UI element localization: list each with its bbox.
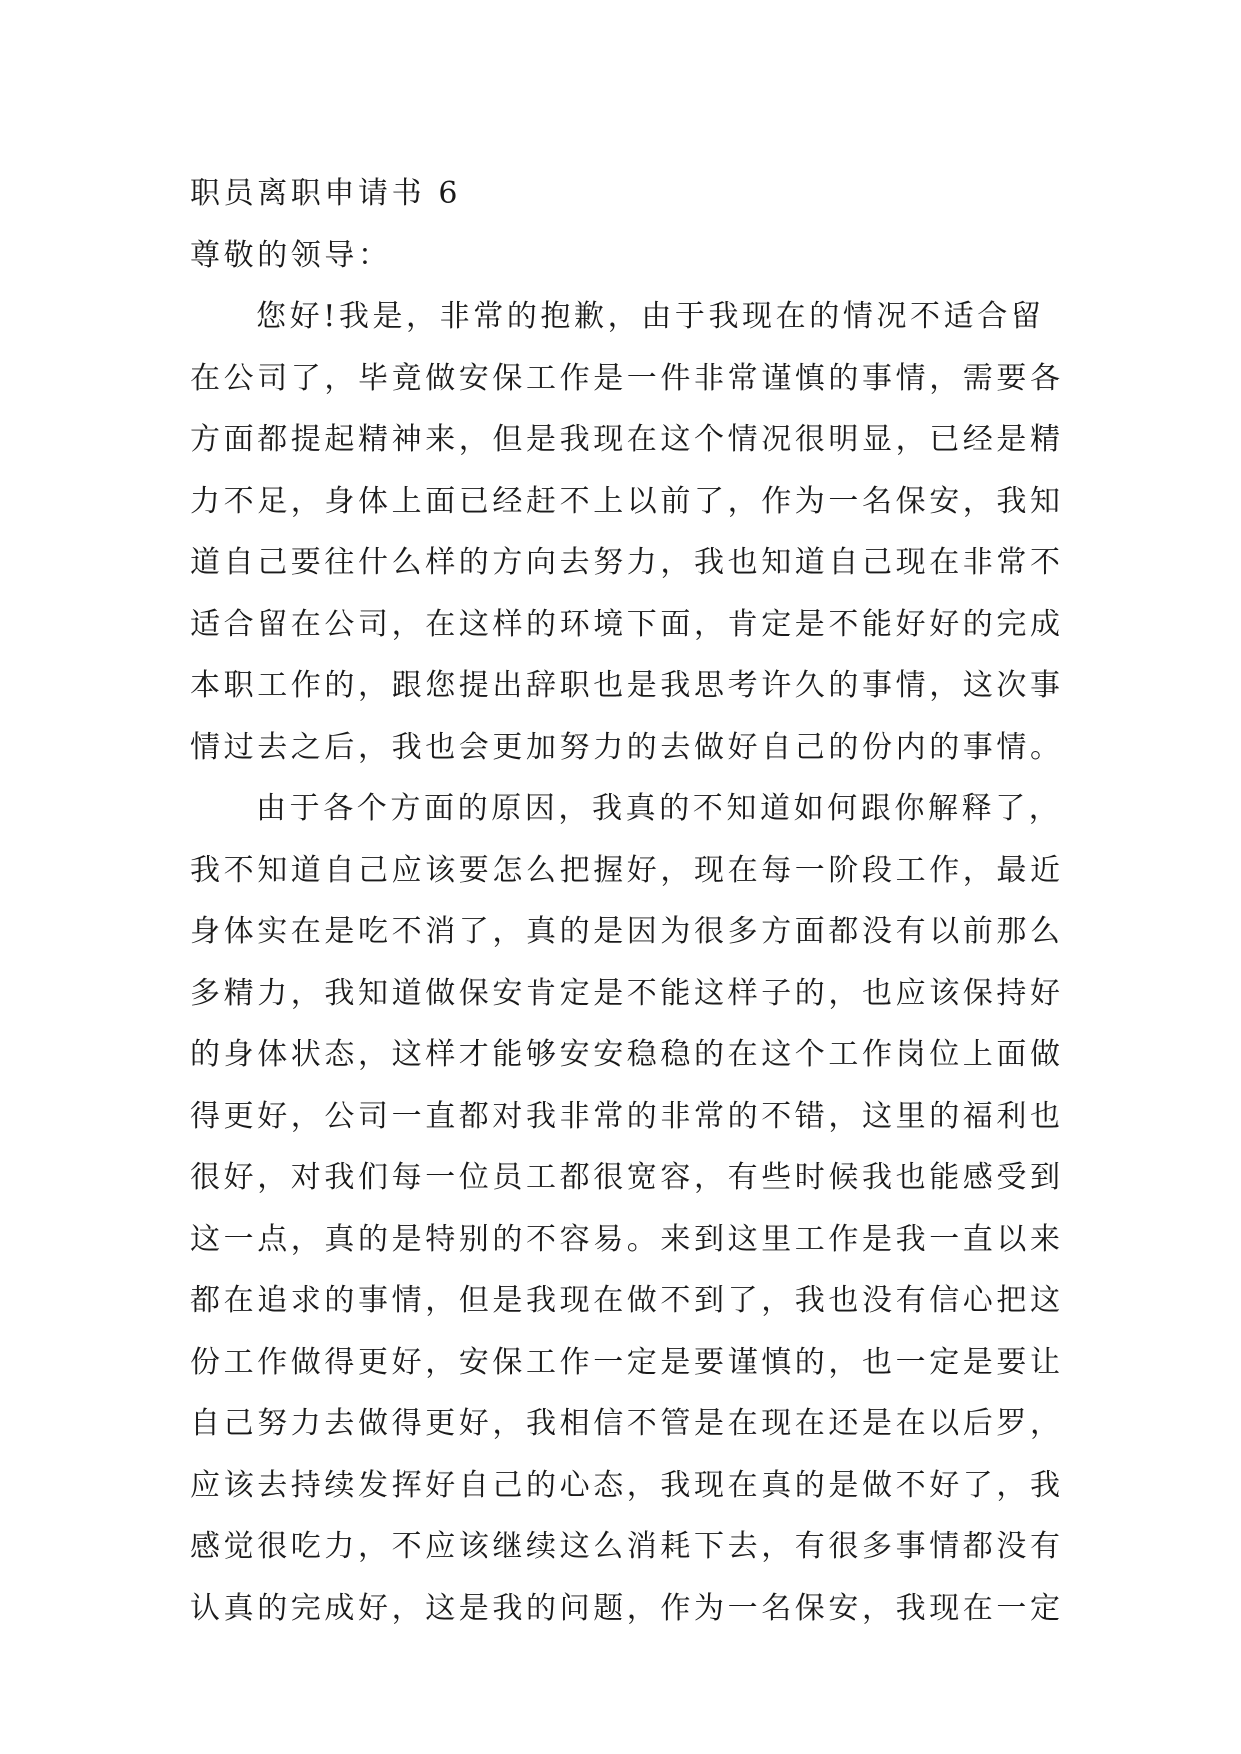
paragraph-1 bbox=[190, 286, 1070, 778]
paragraph-line: 自己努力去做得更好，我相信不管是在现在还是在以后罗， bbox=[190, 1406, 1064, 1441]
paragraph-line: 应该去持续发挥好自己的心态，我现在真的是做不好了，我 bbox=[190, 1467, 1064, 1503]
paragraph-line: 得更好，公司一直都对我非常的非常的不错，这里的福利也 bbox=[190, 1098, 1064, 1134]
paragraph-line: 很好，对我们每一位员工都很宽容，有些时候我也能感受到 bbox=[190, 1160, 1064, 1195]
paragraph-line: 在公司了，毕竟做安保工作是一件非常谨慎的事情，需要各 bbox=[190, 360, 1064, 396]
document-title: 职员离职申请书 6 bbox=[190, 176, 462, 211]
paragraph-line: 本职工作的，跟您提出辞职也是我思考许久的事情，这次事 bbox=[190, 668, 1064, 703]
paragraph-line: 道自己要往什么样的方向去努力，我也知道自己现在非常不 bbox=[190, 545, 1064, 580]
salutation: 尊敬的领导： bbox=[190, 237, 392, 273]
paragraph-2 bbox=[190, 778, 1070, 1639]
paragraph-line: 情过去之后，我也会更加努力的去做好自己的份内的事情。 bbox=[190, 729, 1064, 765]
letter-body bbox=[190, 163, 1070, 1639]
paragraph-line: 都在追求的事情，但是我现在做不到了，我也没有信心把这 bbox=[190, 1283, 1064, 1318]
paragraph-line: 的身体状态，这样才能够安安稳稳的在这个工作岗位上面做 bbox=[190, 1037, 1064, 1072]
paragraph-line: 方面都提起精神来，但是我现在这个情况很明显，已经是精 bbox=[190, 422, 1064, 457]
paragraph-line: 认真的完成好，这是我的问题，作为一名保安，我现在一定 bbox=[190, 1590, 1064, 1626]
paragraph-line: 份工作做得更好，安保工作一定是要谨慎的，也一定是要让 bbox=[190, 1344, 1064, 1380]
paragraph-line: 由于各个方面的原因，我真的不知道如何跟你解释了， bbox=[256, 791, 1063, 826]
paragraph-line: 我不知道自己应该要怎么把握好，现在每一阶段工作，最近 bbox=[190, 852, 1064, 888]
paragraph-line: 多精力，我知道做保安肯定是不能这样子的，也应该保持好 bbox=[190, 975, 1064, 1011]
paragraph-line: 您好!我是，非常的抱歉，由于我现在的情况不适合留 bbox=[256, 299, 1045, 334]
paragraph-line: 身体实在是吃不消了，真的是因为很多方面都没有以前那么 bbox=[190, 914, 1064, 949]
paragraph-line: 适合留在公司，在这样的环境下面，肯定是不能好好的完成 bbox=[190, 606, 1064, 642]
paragraph-line: 力不足，身体上面已经赶不上以前了，作为一名保安，我知 bbox=[190, 483, 1064, 519]
paragraph-line: 感觉很吃力，不应该继续这么消耗下去，有很多事情都没有 bbox=[190, 1529, 1064, 1564]
paragraph-line: 这一点，真的是特别的不容易。来到这里工作是我一直以来 bbox=[190, 1221, 1064, 1257]
